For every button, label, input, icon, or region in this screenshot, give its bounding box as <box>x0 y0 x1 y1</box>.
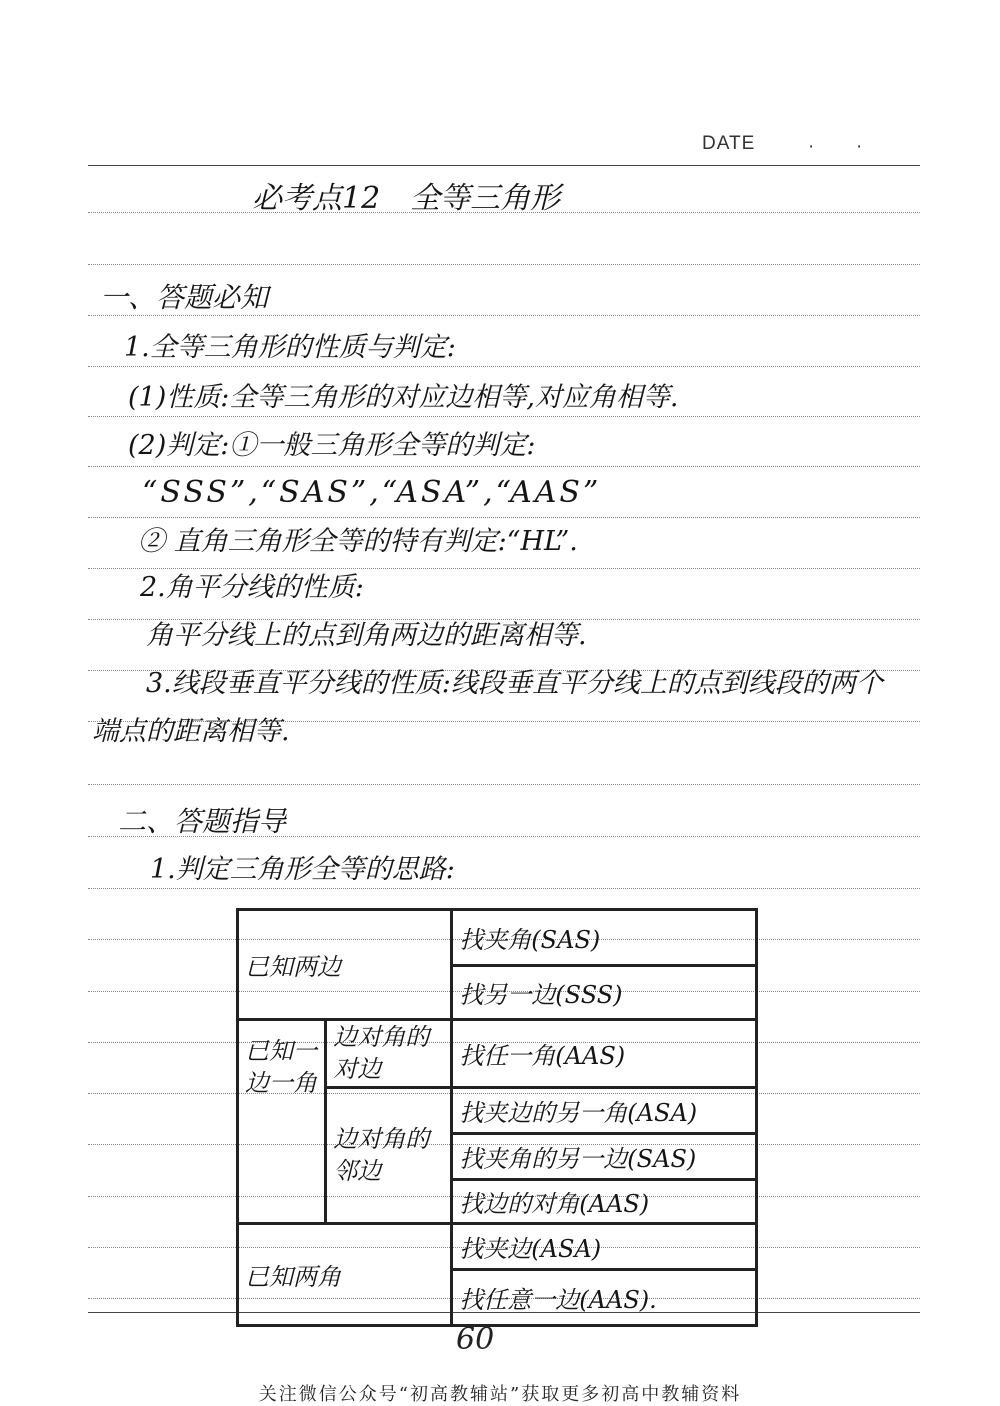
section-heading: 二、答题指导 <box>118 805 287 838</box>
ruled-line <box>88 888 920 889</box>
ruled-line <box>88 466 920 467</box>
table-cell: 找夹角的另一边(SAS) <box>452 1133 757 1179</box>
ruled-line <box>88 264 920 265</box>
page-title: 必考点12 全等三角形 <box>252 181 561 216</box>
bisector-text: 角平分线上的点到角两边的距离相等. <box>146 620 587 651</box>
item-title: 1.判定三角形全等的思路: <box>150 854 455 885</box>
criteria-list: “SSS”,“SAS”,“ASA”,“AAS” <box>142 475 602 510</box>
perp-bisector-text-cont: 端点的距离相等. <box>92 716 290 747</box>
table-cell-opposite: 边对角的对边 <box>326 1020 452 1088</box>
header-rule <box>88 165 920 166</box>
date-dot: · <box>856 136 863 157</box>
ruled-line <box>88 366 920 367</box>
date-dot: · <box>808 136 815 157</box>
item-title: 1.全等三角形的性质与判定: <box>124 332 456 363</box>
section-heading: 一、答题必知 <box>100 281 269 314</box>
perp-bisector-text: 3.线段垂直平分线的性质:线段垂直平分线上的点到线段的两个 <box>146 668 883 699</box>
table-cell-two-angles: 已知两角 <box>238 1223 452 1325</box>
ruled-line <box>88 315 920 316</box>
ruled-line <box>88 568 920 569</box>
property-text: (1)性质:全等三角形的对应边相等,对应角相等. <box>128 382 679 413</box>
ruled-line <box>88 416 920 417</box>
congruence-strategy-table <box>236 908 758 1327</box>
table-cell: 找夹边(ASA) <box>452 1223 757 1269</box>
table-cell: 找夹边的另一角(ASA) <box>452 1087 757 1133</box>
ruled-line <box>88 784 920 785</box>
hl-criterion: ② 直角三角形全等的特有判定:“HL”. <box>138 526 578 557</box>
table-cell-adjacent: 边对角的邻边 <box>326 1087 452 1223</box>
table-cell: 找夹角(SAS) <box>452 910 757 966</box>
table-cell: 找任意一边(AAS). <box>452 1269 757 1325</box>
ruled-line <box>88 517 920 518</box>
date-label: DATE <box>702 133 756 154</box>
table-cell-side-angle: 已知一边一角 <box>238 1020 326 1224</box>
footer-note: 关注微信公众号“初高教辅站”获取更多初高中教辅资料 <box>258 1384 742 1405</box>
table-cell: 找边的对角(AAS) <box>452 1179 757 1223</box>
table-cell-two-sides: 已知两边 <box>238 910 452 1020</box>
table-cell: 找任一角(AAS) <box>452 1020 757 1088</box>
page-number: 60 <box>456 1322 495 1357</box>
table-cell: 找另一边(SSS) <box>452 966 757 1020</box>
judgement-text: (2)判定:①一般三角形全等的判定: <box>128 430 536 461</box>
item-title: 2.角平分线的性质: <box>140 572 364 603</box>
